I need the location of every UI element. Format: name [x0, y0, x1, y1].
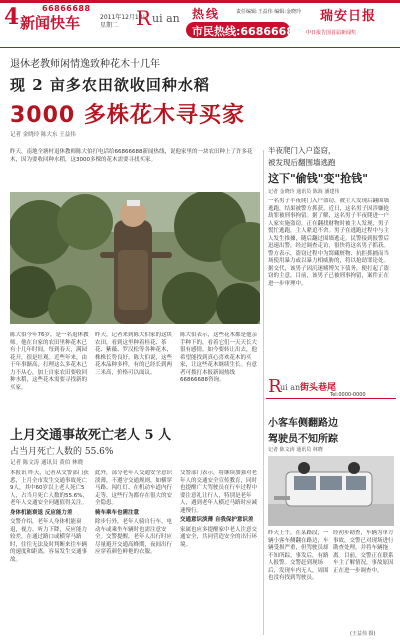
street-section-word: ui an: [280, 383, 301, 392]
header-top-rule: [0, 0, 400, 3]
column-name: 热线: [192, 7, 221, 21]
hotline-number: 市民热线:66866688: [192, 25, 302, 38]
lead-headline-big: 3000 多株花木寻买家: [10, 103, 245, 128]
traffic-subheadline: 占当月死亡人数的 55.6%: [10, 447, 114, 457]
issue-weekday: 星期二: [100, 22, 119, 29]
header-divider: [0, 47, 400, 48]
theft-kicker: 半夜爬门入户盗窃，: [268, 146, 336, 155]
ruian-initial: R: [136, 6, 152, 30]
lead-headline: 现 2 亩多农田欲收回种水稻: [10, 76, 210, 94]
photo-credit: (王益伟 摄): [350, 631, 376, 637]
column-divider: [263, 150, 264, 635]
lead-intro: 昨天，南地全塘村退休教师陈大伯打电话给66866688新闻热线，说他家里的一块农田种上了许多花木，因为要收回种水稻，这3000多棵的花木需要寻找买家。: [10, 149, 253, 163]
issue-date: 2011年12月13日: [100, 14, 149, 21]
lead-photo: [10, 192, 260, 324]
theft-kicker-2: 被发现后翻围墙逃跑: [268, 158, 336, 167]
traffic-col3-text: 交警部门表示，将继续加强对老年人的交通安全宣传教育，同时也提醒广大驾驶员在行车过程中要注意礼让行人，特别是老年人，遇到老年人横过马路时应减速慢行。: [180, 470, 258, 514]
masthead-subtitle: 中日报告国首届新闻奖: [306, 30, 357, 36]
traffic-col2-text: 此外，部分老年人交通安全意识淡薄，不遵守交通规则，如横穿马路、闯红灯、在机动车道内行走等，这些行为都存在很大的安全隐患。: [95, 470, 173, 506]
theft-body: 一名男子半夜爬门入户盗窃，被主人发现后翻围墙逃跑，结果被警方抓获。近日，这名男子因涉嫌抢劫罪被刑事拘留。据了解，这名男子半夜爬进一户人家实施盗窃，正在翻找财物时被主人发现，男子慌忙逃跑，主人紧追不舍。男子在逃跑过程中与主人发生推搡，随后翻过围墙逃走。民警接到报警后迅速出警，经过调查走访，很快将这名男子抓获。警方表示，盗窃过程中为窝藏赃物、抗拒抓捕而当场使用暴力或以暴力相威胁的，将以抢劫罪论处。据交代，该男子因沉迷赌博欠下债务，便打起了盗窃的主意。目前，该男子已被刑事拘留，案件正在进一步审理中。: [268, 198, 390, 287]
crash-headline: 小客车侧翻路边: [268, 418, 338, 429]
lead-byline: 记者 金晓玲 陈大东 王益伟: [10, 132, 76, 138]
traffic-byline: 记者 陈文涛 通讯员 黄伯 林晓: [10, 460, 83, 466]
brand-page-digit: 4: [4, 4, 20, 30]
brand-name: 新闻快车: [20, 14, 81, 32]
crash-photo: [268, 456, 394, 526]
brand-number: 66866688: [42, 4, 91, 13]
traffic-body: [10, 470, 260, 635]
crash-byline: 记者 陈文涛 通讯员 林晓: [268, 447, 323, 453]
traffic-col1-text: 本报讯 昨天，记者从交警部门获悉，上月全市发生交通事故死亡9人，其中60岁以上老人死亡5人，占当月死亡人数的55.6%，老年人交通安全问题值得关注。: [10, 470, 89, 506]
crash-col1: 昨天上午，在某路段，一辆小客车侧翻在路边，车辆受损严重，但驾驶员却不知所踪。事发后，有路人报警。交警赶到现场后，发现车内无人，周围也没有找到驾驶员。: [268, 530, 329, 581]
street-section-title: 街头巷尾: [300, 383, 337, 393]
street-section-initial: R: [268, 376, 282, 397]
garden-photo-icon: [10, 192, 260, 324]
traffic-col1-subhead: 身体机能衰退 反应能力差: [10, 509, 73, 516]
lead-body: [10, 332, 260, 414]
theft-byline: 记者 金晓玲 通讯员 陈海 潘建伟: [268, 189, 340, 195]
editors-credit: 责任编辑:王益伟 编辑:金晓玲: [236, 9, 301, 15]
traffic-col1: [10, 470, 90, 635]
traffic-col2-text-b: 除步行外，老年人骑自行车、电动车或乘坐车辆时也需注意安全。交警提醒，老年人出行时应尽量避开交通高峰期，夜间出行应穿着颜色鲜艳的衣服。: [95, 519, 173, 555]
traffic-col1-text-b: 交警介绍，老年人身体机能衰退，视力、听力下降，反应能力较差，在通过路口或横穿马路时，往往无法及时判断来往车辆的速度和距离，容易发生交通事故。: [10, 519, 88, 563]
ruian-word: ui an: [152, 12, 180, 25]
newspaper-masthead: 瑞安日报: [320, 9, 377, 24]
traffic-col2-subhead: 骑车乘车也需注意: [95, 509, 140, 516]
crash-body: [268, 530, 394, 630]
traffic-col2: [95, 470, 175, 635]
lead-body-col3: 陈大伯表示，这些花木都是他亲手种下的，看着它们一天天长大很有感情。如今要转让出去，他希望能找到真心喜欢花木的买家，让这些花木继续生长。有意者可拨打本报新闻热线66866688咨询。: [180, 332, 258, 383]
lead-body-col2: 昨天，记者来到陈大伯家的这块农田，看到这里种着桂花、茶花、紫薇、罗汉松等各种花木，株株长势良好。陈大伯说，这些花木品种多样，有的已经长到两三米高，价格可以面议。: [95, 332, 173, 376]
lead-kicker: 退休老教师闲情逸致种花木十几年: [10, 59, 160, 70]
traffic-headline: 上月交通事故死亡老人 5 人: [10, 428, 172, 443]
street-section-tel: Tel:0000-0000: [330, 392, 366, 398]
overturned-car-icon: [268, 456, 394, 526]
crash-headline-2: 驾驶员不知所踪: [268, 434, 338, 445]
theft-headline: 这下"偷钱"变"抢钱": [268, 172, 368, 185]
traffic-col3-text-b: 家属也应多提醒家中老人注意交通安全，共同营造安全的出行环境。: [180, 526, 258, 548]
traffic-col3: [180, 470, 260, 635]
lead-body-col1: 陈大伯今年76岁，是一名退休教师。他在自家的农田里种花木已有十几年时间，每到春天，满园花开，很是壮观。近些年来，由于年事渐高，打理这么多花木已力不从心，加上自家农田要收回种水稻，这些花木需要寻找新的买家。: [10, 332, 89, 391]
crash-col2: 经初步勘查，车辆为单方事故，交警已对现场进行勘查处理，并将车辆拖离。目前，交警正在联系车主了解情况，事故原因正在进一步调查中。: [333, 530, 394, 574]
traffic-col3-subhead: 交通意识淡薄 自我保护意识差: [180, 517, 254, 523]
